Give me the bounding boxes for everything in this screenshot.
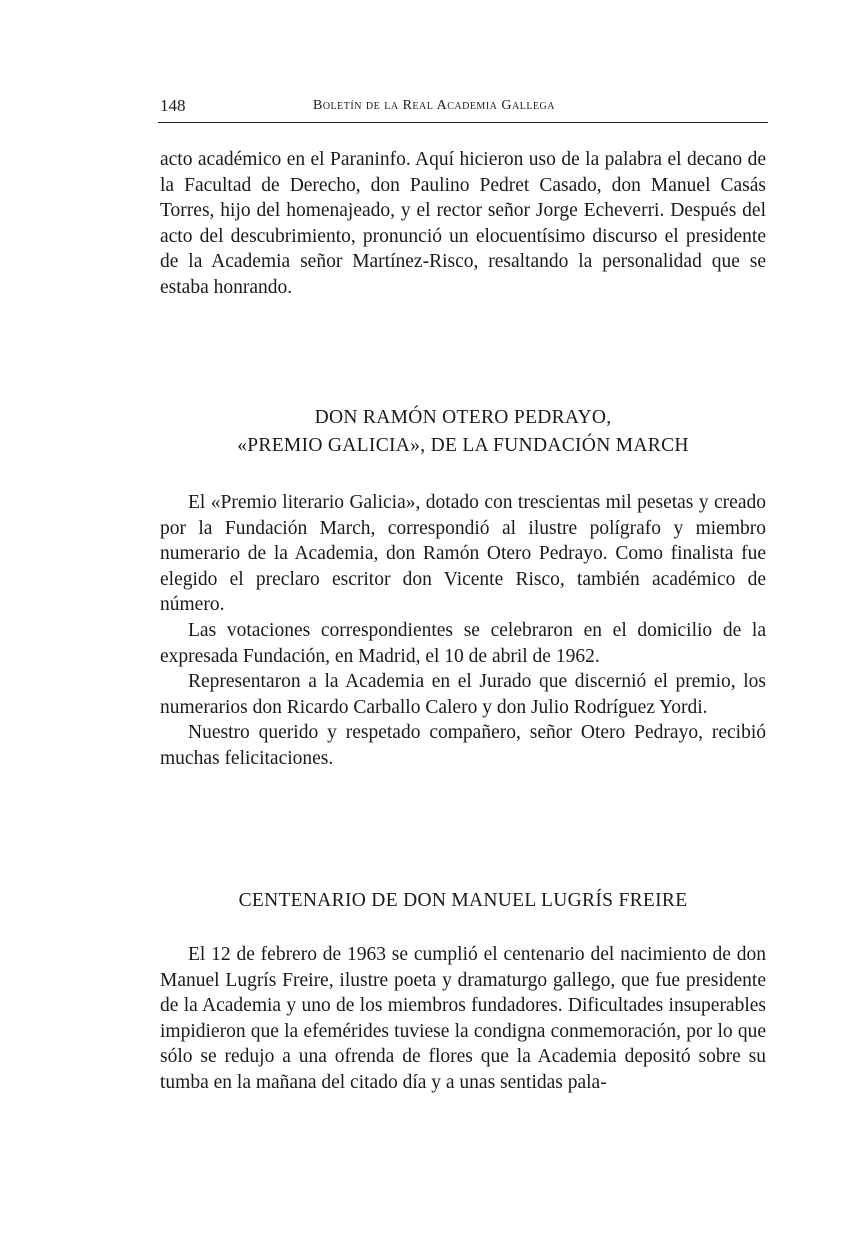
paragraph: El 12 de febrero de 1963 se cumplió el centenario del nacimiento de don Manuel Lugrís Freire, ilustre poeta y dramaturgo gallego, que fue presidente de la Academia y uno de los miembros fundadores. Dificultades insuperables impidieron que la efemérides tuviese la condigna conmemoración, por lo que sólo se redujo a una ofrenda de flores que la Academia depositó sobre su tumba en la mañana del citado día y a unas sentidas pala- bbox=[160, 944, 766, 1093]
section-body-lugris-freire bbox=[160, 942, 766, 1096]
heading-line: CENTENARIO DE DON MANUEL LUGRÍS FREIRE bbox=[238, 890, 688, 911]
section-continuation bbox=[160, 147, 766, 301]
section-body-otero-pedrayo bbox=[160, 490, 766, 772]
page-header bbox=[158, 96, 768, 123]
paragraph: acto académico en el Paraninfo. Aquí hicieron uso de la palabra el decano de la Facultad de Derecho, don Paulino Pedret Casado, don Manuel Casás Torres, hijo del homenajeado, y el rector señor Jorge Echeverri. Después del acto del descubrimiento, pronunció un elocuentísimo discurso el presidente de la Academia señor Martínez-Risco, resaltando la personalidad que se estaba honrando. bbox=[160, 149, 766, 298]
paragraph: Representaron a la Academia en el Jurado que discernió el premio, los numerarios don Ricardo Carballo Calero y don Julio Rodríguez Yordi. bbox=[160, 671, 766, 718]
page-number: 148 bbox=[160, 96, 186, 115]
section-heading-lugris-freire bbox=[160, 887, 766, 915]
section-heading-otero-pedrayo bbox=[160, 404, 766, 460]
heading-line: DON RAMÓN OTERO PEDRAYO, bbox=[314, 407, 612, 428]
paragraph: El «Premio literario Galicia», dotado con trescientas mil pesetas y creado por la Fundación March, correspondió al ilustre polígrafo y miembro numerario de la Academia, don Ramón Otero Pedrayo. Como finalista fue elegido el preclaro escritor don Vicente Risco, también académico de número. bbox=[160, 492, 766, 616]
paragraph: Las votaciones correspondientes se celebraron en el domicilio de la expresada Fundación, en Madrid, el 10 de abril de 1962. bbox=[160, 619, 766, 667]
heading-line: «PREMIO GALICIA», DE LA FUNDACIÓN MARCH bbox=[237, 435, 689, 456]
paragraph: Nuestro querido y respetado compañero, señor Otero Pedrayo, recibió muchas felicitaciones. bbox=[160, 722, 766, 769]
running-title: Boletín de la Real Academia Gallega bbox=[313, 98, 555, 113]
